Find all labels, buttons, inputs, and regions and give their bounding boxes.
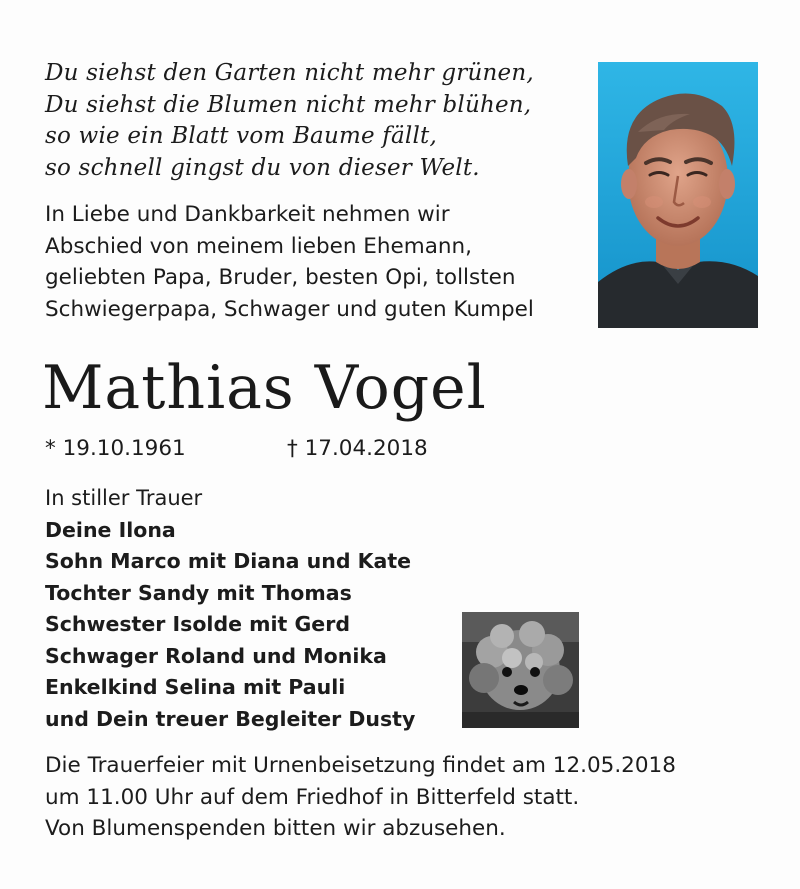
dog-photo: [462, 612, 579, 728]
life-dates: [45, 434, 645, 464]
poem-line: so schnell gingst du von dieser Welt.: [45, 154, 480, 181]
mourner-entry: Enkelkind Selina mit Pauli: [45, 675, 346, 699]
mourner-entry: Schwester Isolde mit Gerd: [45, 612, 350, 636]
farewell-line: Schwiegerpapa, Schwager und guten Kumpel: [45, 296, 534, 322]
poem-line: Du siehst die Blumen nicht mehr blühen,: [45, 91, 532, 118]
funeral-line: Von Blumenspenden bitten wir abzusehen.: [45, 816, 506, 841]
birth-date: * 19.10.1961: [45, 436, 186, 461]
mourner-entry: und Dein treuer Begleiter Dusty: [45, 706, 416, 731]
deceased-name: Mathias Vogel: [42, 353, 487, 423]
funeral-details: [45, 750, 785, 845]
farewell-line: geliebten Papa, Bruder, besten Opi, tollsten: [45, 265, 516, 290]
mourners-heading: In stiller Trauer: [45, 486, 203, 510]
farewell-text: [45, 199, 605, 325]
mourner-entry: Schwager Roland und Monika: [45, 643, 387, 668]
poem-line: Du siehst den Garten nicht mehr grünen,: [45, 60, 534, 86]
mourner-entry: Sohn Marco mit Diana und Kate: [45, 549, 412, 573]
memorial-poem: [45, 58, 605, 184]
death-date: † 17.04.2018: [287, 436, 428, 461]
funeral-line: Die Trauerfeier mit Urnenbeisetzung findet am 12.05.2018: [45, 753, 676, 778]
mourner-entry: Tochter Sandy mit Thomas: [45, 580, 352, 605]
funeral-line: um 11.00 Uhr auf dem Friedhof in Bitterfeld statt.: [45, 784, 580, 810]
poem-line: so wie ein Blatt vom Baume fällt,: [45, 123, 437, 149]
deceased-portrait-photo: [598, 62, 758, 328]
farewell-line: In Liebe und Dankbarkeit nehmen wir: [45, 202, 450, 227]
mourner-entry: Deine Ilona: [45, 517, 176, 542]
farewell-line: Abschied von meinem lieben Ehemann,: [45, 233, 472, 259]
